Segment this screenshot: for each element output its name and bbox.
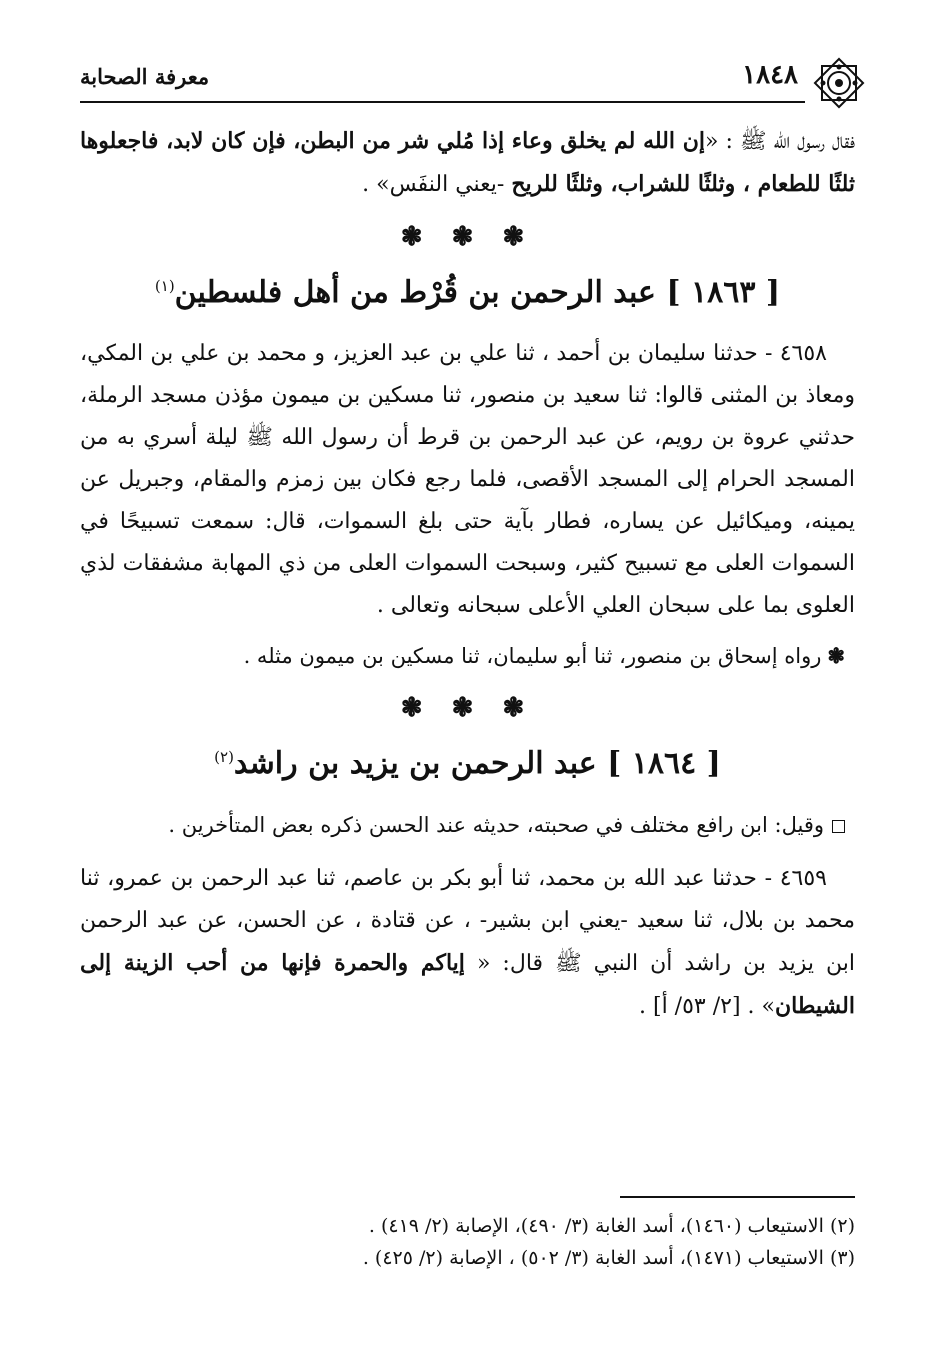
footnote-ref: (٢) (214, 748, 234, 766)
page-header (80, 58, 860, 103)
entry-heading-1863 (80, 264, 855, 315)
hadith-tail: » . [٢/ ٥٣/ أ] . (639, 994, 775, 1019)
section-separator: ❃ ❃ ❃ (400, 693, 535, 723)
qila-note (80, 804, 855, 846)
hadith-lead: ٤٦٥٩ - حدثنا عبد الله بن محمد، ثنا أبو بكر بن عاصم، ثنا عبد الرحمن بن عمرو، ثنا محمد بن بلال، ثنا سعيد -يعني ابن بشير- ، عن قتادة ، عن الحسن، عن عبد الرحمن ابن يزيد بن راشد أن النبي ﷺ قال: « (80, 866, 855, 976)
intro-lead: فقال رسول الله ﷺ : « (704, 129, 856, 154)
intro-paragraph (80, 120, 855, 206)
hadith-quote: إياكم والحمرة فإنها من أحب الزينة إلى الشيطان (80, 950, 855, 1019)
footnote: (٢) الاستيعاب (١٤٦٠)، أسد الغابة (٣/ ٤٩٠)، الإصابة (٢/ ٤١٩) . (368, 1215, 855, 1237)
section-separator: ❃ ❃ ❃ (400, 222, 535, 252)
footnote-rule (620, 1196, 855, 1198)
entry-heading-1864 (80, 735, 855, 786)
qila-text: وقيل: ابن رافع مختلف في صحبته، حديثه عند الحسن ذكره بعض المتأخرين . (168, 813, 824, 837)
intro-tail: -يعني النفَس» . (362, 172, 512, 197)
page-number: ١٨٤٨ (742, 60, 798, 90)
riwaya-note (80, 635, 855, 677)
riwaya-text: رواه إسحاق بن منصور، ثنا أبو سليمان، ثنا مسكين بن ميمون مثله . (243, 644, 822, 668)
main-text (80, 120, 855, 1028)
header-rule (80, 101, 805, 103)
footnotes (155, 1210, 855, 1274)
octagram-ornament-icon (810, 54, 868, 112)
footnote-ref: (١) (154, 277, 175, 295)
entry-title: [ ١٨٦٣ ] عبد الرحمن بن قُرْط من أهل فلسطين (174, 275, 781, 310)
hadith-4659 (80, 858, 855, 1028)
asterisk-icon: ❃ (827, 643, 845, 668)
hadith-4658: ٤٦٥٨ - حدثنا سليمان بن أحمد ، ثنا علي بن عبد العزيز، و محمد بن علي بن المكي، ومعاذ بن المثنى قالوا: ثنا سعيد بن منصور، ثنا مسكين بن ميمون مؤذن مسجد الرملة، حدثني عروة بن رويم، عن عبد الرحمن بن قرط أن رسول الله ﷺ ليلة أسري به من المسجد الحرام إلى المسجد الأقصى، فلما رجع فكان بين زمزم والمقام، وجبريل عن يمينه، وميكائيل عن يساره، فطار بآية حتى بلغ السموات، قال: سمعت تسبيحًا في السموات العلى مع تسبيح كثير، وسبحت السموات العلى من ذي المهابة مشفقات لذي العلوى بما على سبحان العلي الأعلى سبحانه وتعالى . (80, 341, 855, 618)
running-title: معرفة الصحابة (80, 64, 210, 89)
intro-quote: إن الله لم يخلق وعاء إذا مُلي شر من البطن، فإن كان لابد، فاجعلوها ثلثًا للطعام ، وثلثًا للشراب، وثلثًا للريح (80, 128, 855, 197)
footnote: (٣) الاستيعاب (١٤٧١)، أسد الغابة (٣/ ٥٠٢) ، الإصابة (٢/ ٤٢٥) . (362, 1247, 855, 1269)
square-bullet-icon (832, 820, 845, 833)
entry-title: [ ١٨٦٤ ] عبد الرحمن بن يزيد بن راشد (233, 746, 721, 781)
